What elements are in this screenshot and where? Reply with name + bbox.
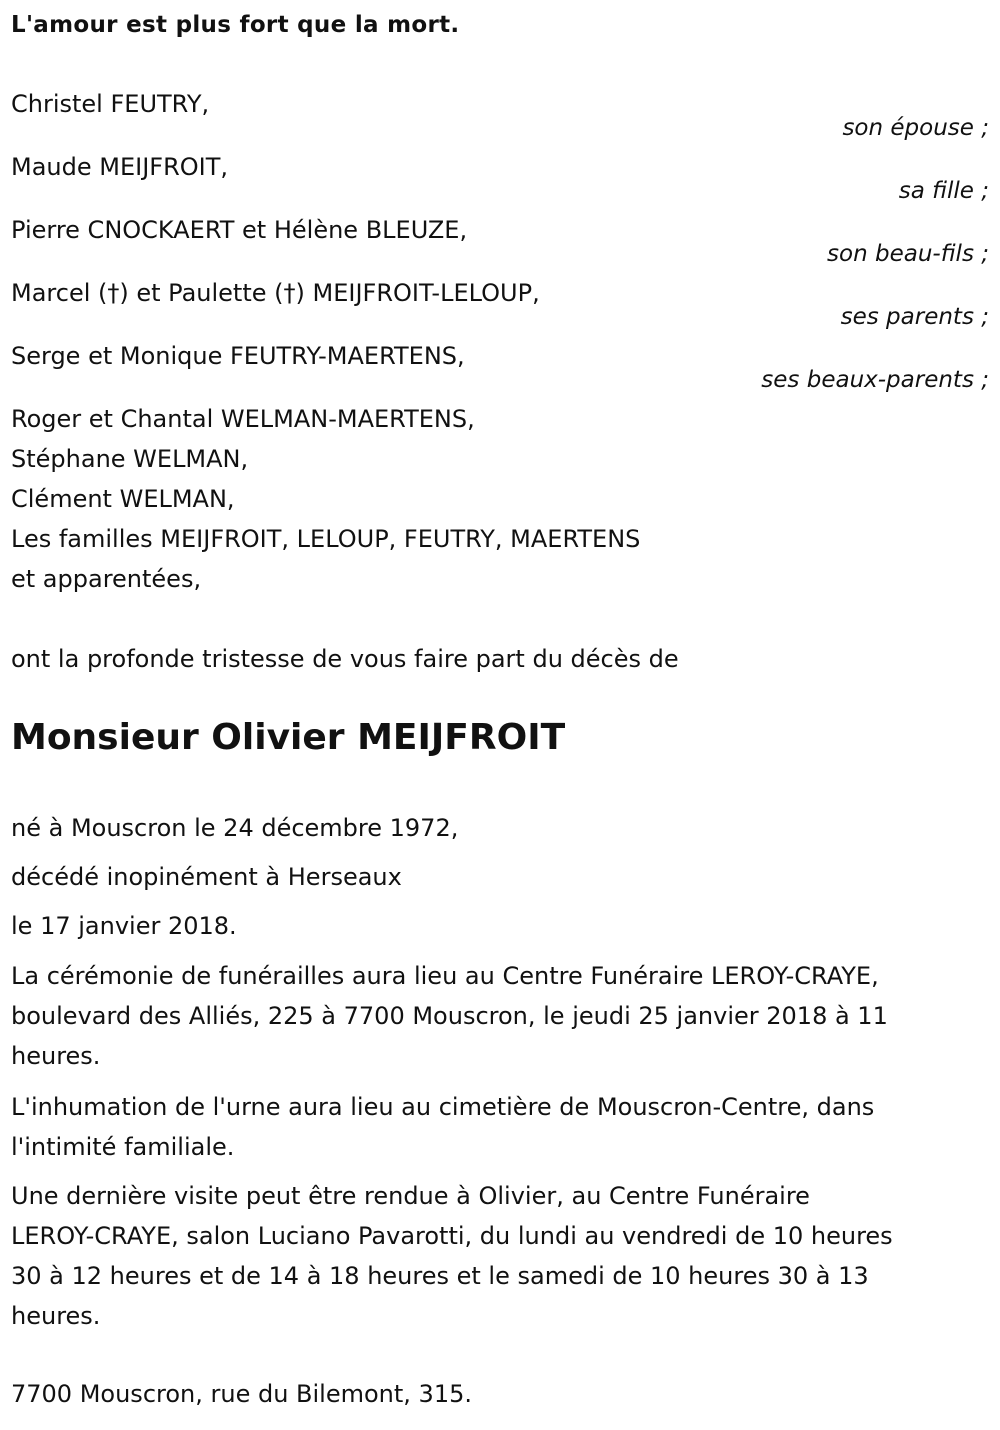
family-member-relation: son épouse ; xyxy=(842,115,989,141)
visit-line: Une dernière visite peut être rendue à Olivier, au Centre Funéraire xyxy=(11,1182,810,1210)
relative-line: Roger et Chantal WELMAN-MAERTENS, xyxy=(11,405,475,433)
family-member-name: Pierre CNOCKAERT et Hélène BLEUZE, xyxy=(11,216,468,244)
family-member-relation: ses parents ; xyxy=(840,304,989,330)
relative-line: Stéphane WELMAN, xyxy=(11,445,249,473)
death-date: le 17 janvier 2018. xyxy=(11,912,237,940)
visit-line: LEROY-CRAYE, salon Luciano Pavarotti, du lundi au vendredi de 10 heures xyxy=(11,1222,893,1250)
burial-line: l'intimité familiale. xyxy=(11,1133,235,1161)
burial-paragraph xyxy=(11,1087,986,1167)
ceremony-line: La cérémonie de funérailles aura lieu au Centre Funéraire LEROY-CRAYE, xyxy=(11,962,879,990)
relative-line: et apparentées, xyxy=(11,565,202,593)
family-member-relation: ses beaux-parents ; xyxy=(761,367,989,393)
visit-paragraph xyxy=(11,1176,986,1336)
birth-info: né à Mouscron le 24 décembre 1972, xyxy=(11,814,459,842)
visit-line: 30 à 12 heures et de 14 à 18 heures et le samedi de 10 heures 30 à 13 xyxy=(11,1262,869,1290)
burial-line: L'inhumation de l'urne aura lieu au cimetière de Mouscron-Centre, dans xyxy=(11,1093,875,1121)
announcement-text: ont la profonde tristesse de vous faire part du décès de xyxy=(11,645,679,673)
relative-line: Clément WELMAN, xyxy=(11,485,235,513)
epigraph: L'amour est plus fort que la mort. xyxy=(11,12,460,38)
family-member-name: Maude MEIJFROIT, xyxy=(11,153,229,181)
deceased-name: Monsieur Olivier MEIJFROIT xyxy=(11,717,566,758)
family-member-name: Serge et Monique FEUTRY-MAERTENS, xyxy=(11,342,465,370)
visit-line: heures. xyxy=(11,1302,101,1330)
family-member-relation: sa fille ; xyxy=(898,178,989,204)
ceremony-line: heures. xyxy=(11,1042,101,1070)
address: 7700 Mouscron, rue du Bilemont, 315. xyxy=(11,1380,472,1408)
family-member-name: Christel FEUTRY, xyxy=(11,90,210,118)
family-member-name: Marcel (†) et Paulette (†) MEIJFROIT-LELOUP, xyxy=(11,279,540,307)
ceremony-line: boulevard des Alliés, 225 à 7700 Mouscron, le jeudi 25 janvier 2018 à 11 xyxy=(11,1002,888,1030)
family-member-relation: son beau-fils ; xyxy=(827,241,989,267)
relative-line: Les familles MEIJFROIT, LELOUP, FEUTRY, MAERTENS xyxy=(11,525,641,553)
death-place: décédé inopinément à Herseaux xyxy=(11,863,402,891)
ceremony-paragraph xyxy=(11,956,986,1076)
